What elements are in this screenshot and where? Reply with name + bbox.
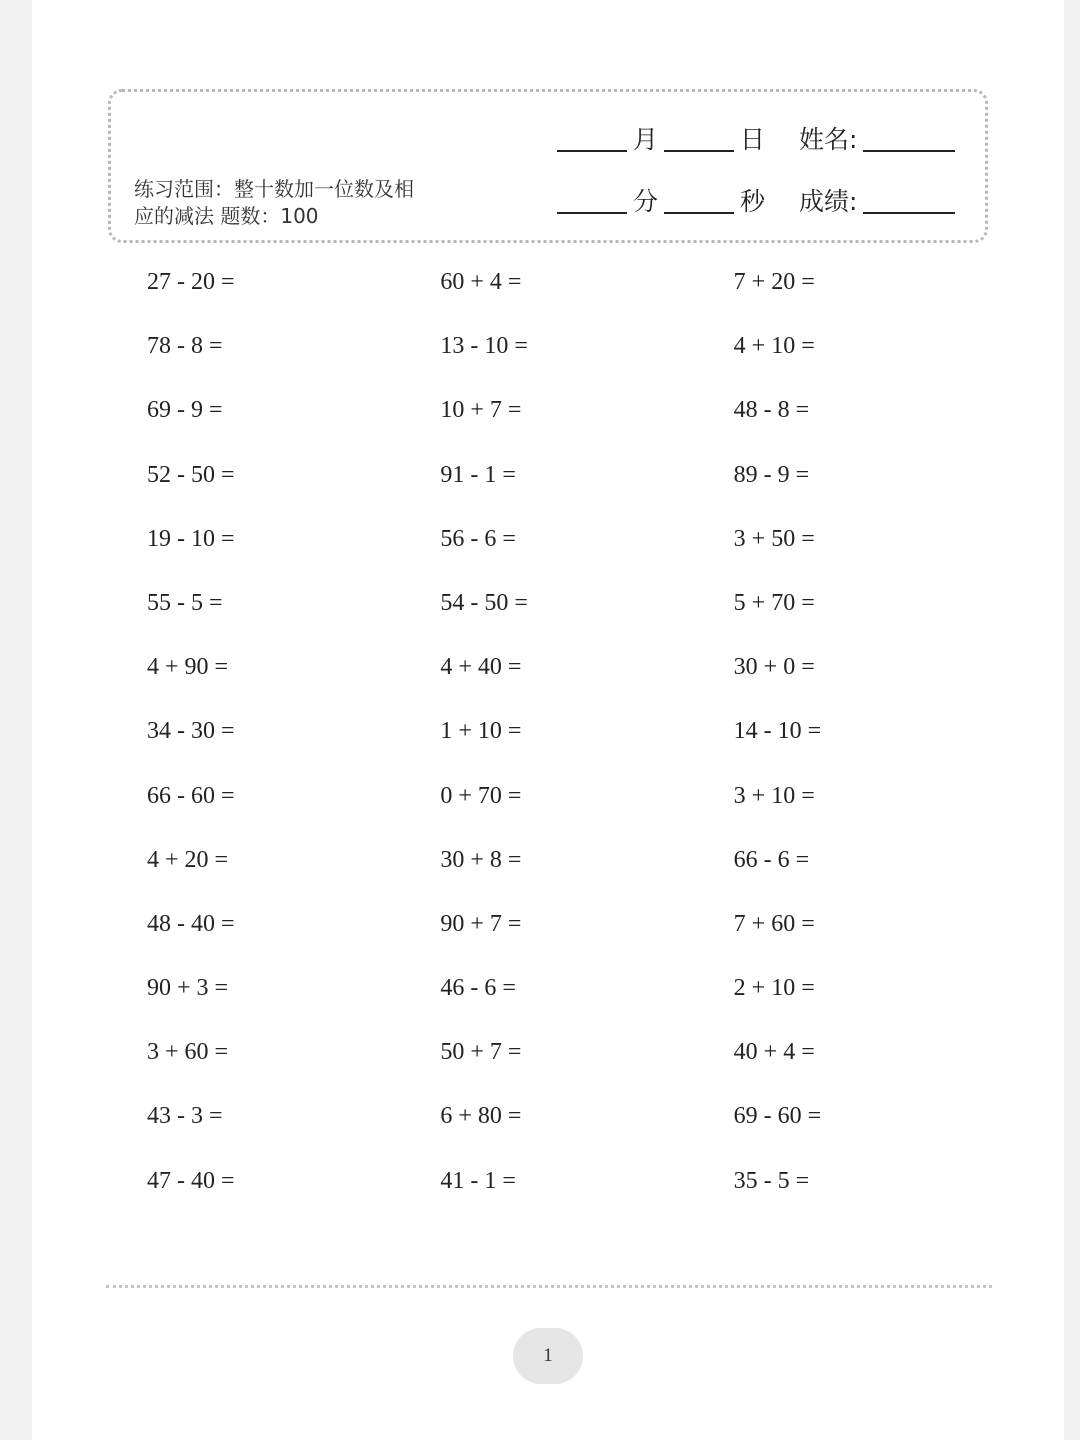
name-label: 姓名: <box>799 125 858 154</box>
problem-item: 55 - 5 = <box>147 589 223 616</box>
problem-item: 91 - 1 = <box>440 461 516 488</box>
problem-item: 30 + 0 = <box>733 654 815 681</box>
problem-item: 78 - 8 = <box>147 333 223 360</box>
problem-item: 34 - 30 = <box>147 718 235 745</box>
problem-item: 48 - 40 = <box>147 910 235 937</box>
problem-item: 69 - 9 = <box>147 397 223 424</box>
problem-item: 46 - 6 = <box>440 975 516 1002</box>
problem-item: 4 + 10 = <box>733 333 815 360</box>
problem-row <box>147 904 1027 968</box>
date-name-row <box>557 120 955 156</box>
problem-grid <box>147 262 1027 1225</box>
problem-item: 50 + 7 = <box>440 1039 522 1066</box>
problem-item: 43 - 3 = <box>147 1103 223 1130</box>
problem-row <box>147 1096 1027 1160</box>
problem-item: 10 + 7 = <box>440 397 522 424</box>
problem-item: 19 - 10 = <box>147 525 235 552</box>
problem-row <box>147 647 1027 711</box>
problem-item: 30 + 8 = <box>440 846 522 873</box>
day-blank[interactable] <box>664 124 734 152</box>
page-number: 1 <box>513 1328 583 1384</box>
problem-item: 7 + 20 = <box>733 269 815 295</box>
time-score-row <box>557 182 955 218</box>
problem-row <box>147 390 1027 454</box>
problem-item: 14 - 10 = <box>733 718 822 745</box>
problem-row <box>147 262 1027 326</box>
second-label: 秒 <box>740 187 766 216</box>
footer-divider <box>106 1285 992 1288</box>
problem-item: 66 - 60 = <box>147 782 235 809</box>
practice-range <box>134 176 444 230</box>
problem-row <box>147 326 1027 390</box>
practice-range-line-2: 应的减法 题数：100 <box>134 204 319 228</box>
problem-item: 3 + 50 = <box>733 525 815 552</box>
problem-item: 52 - 50 = <box>147 461 235 488</box>
problem-row <box>147 968 1027 1032</box>
problem-item: 41 - 1 = <box>440 1167 516 1194</box>
month-blank[interactable] <box>557 124 627 152</box>
problem-item: 56 - 6 = <box>440 525 516 552</box>
problem-row <box>147 519 1027 583</box>
problem-item: 40 + 4 = <box>733 1039 815 1066</box>
problem-item: 5 + 70 = <box>733 589 815 616</box>
problem-item: 3 + 10 = <box>733 782 815 809</box>
day-label: 日 <box>740 125 766 154</box>
problem-item: 6 + 80 = <box>440 1103 522 1130</box>
problem-item: 90 + 3 = <box>147 975 229 1002</box>
problem-item: 3 + 60 = <box>147 1039 229 1066</box>
problem-item: 7 + 60 = <box>733 910 815 937</box>
problem-row <box>147 1032 1027 1096</box>
practice-range-line-1: 练习范围：整十数加一位数及相 <box>134 177 414 201</box>
problem-row <box>147 711 1027 775</box>
problem-item: 4 + 40 = <box>440 654 522 681</box>
problem-item: 1 + 10 = <box>440 718 522 745</box>
problem-item: 4 + 20 = <box>147 846 229 873</box>
problem-item: 90 + 7 = <box>440 910 522 937</box>
month-label: 月 <box>633 125 659 154</box>
problem-item: 4 + 90 = <box>147 654 229 681</box>
name-blank[interactable] <box>863 124 955 152</box>
problem-row <box>147 1161 1027 1225</box>
problem-item: 13 - 10 = <box>440 333 528 360</box>
problem-item: 35 - 5 = <box>733 1167 810 1194</box>
problem-row <box>147 840 1027 904</box>
problem-row <box>147 776 1027 840</box>
problem-item: 60 + 4 = <box>440 269 522 295</box>
problem-row <box>147 583 1027 647</box>
score-label: 成绩: <box>799 187 858 216</box>
minute-label: 分 <box>633 187 659 216</box>
problem-item: 89 - 9 = <box>733 461 810 488</box>
problem-item: 66 - 6 = <box>733 846 810 873</box>
problem-item: 0 + 70 = <box>440 782 522 809</box>
problem-item: 47 - 40 = <box>147 1167 235 1194</box>
score-blank[interactable] <box>863 186 955 214</box>
problem-item: 2 + 10 = <box>733 975 815 1002</box>
problem-item: 27 - 20 = <box>147 269 235 295</box>
second-blank[interactable] <box>664 186 734 214</box>
problem-item: 69 - 60 = <box>733 1103 822 1130</box>
problem-item: 54 - 50 = <box>440 589 528 616</box>
minute-blank[interactable] <box>557 186 627 214</box>
problem-item: 48 - 8 = <box>733 397 810 424</box>
problem-row <box>147 455 1027 519</box>
